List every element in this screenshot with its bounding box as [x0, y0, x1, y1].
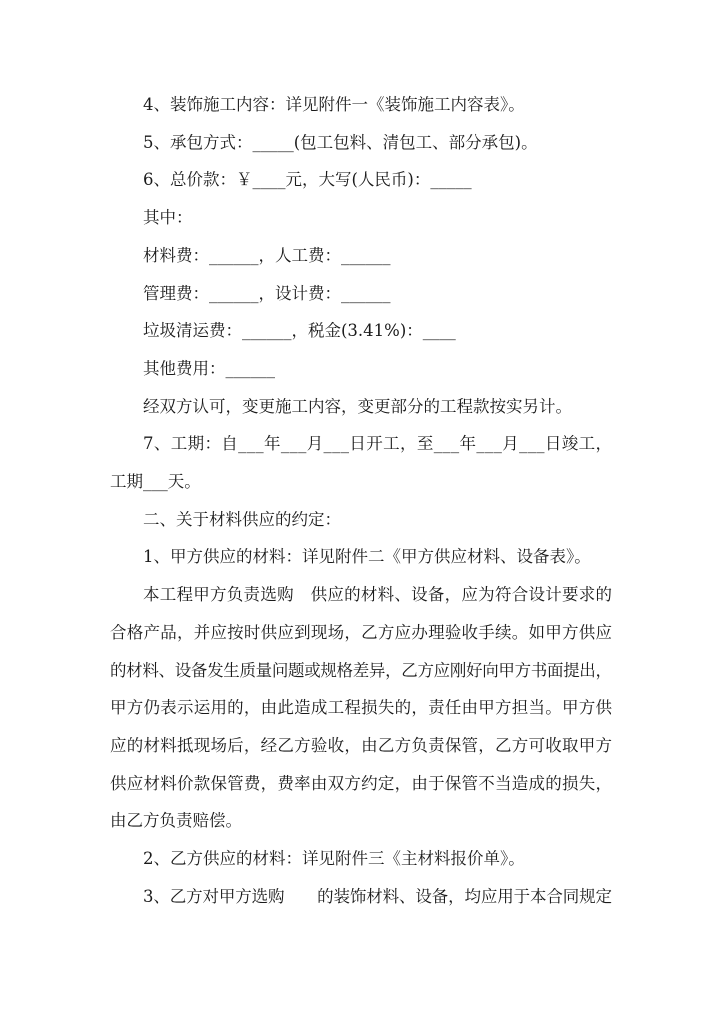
document-line [110, 463, 612, 501]
document-text-line: 材料费：______，人工费：______ [143, 245, 391, 265]
document-text-line: 3、乙方对甲方选购 的装饰材料、设备，均应用于本合同规定 [143, 886, 612, 906]
document-text-line: 工期___天。 [110, 472, 201, 492]
document-text-line: 合格产品，并应按时供应到现场，乙方应办理验收手续。如甲方供应 [110, 622, 613, 642]
document-line [110, 840, 612, 878]
document-text-line: 4、装饰施工内容：详见附件一《装饰施工内容表》。 [143, 95, 525, 114]
document-text-line: 管理费：______，设计费：______ [143, 283, 391, 303]
document-text-line: 垃圾清运费：______，税金(3.41%)：____ [143, 321, 456, 341]
document-text-line: 本工程甲方负责选购 供应的材料、设备，应为符合设计要求的 [143, 585, 613, 605]
document-line [110, 388, 612, 426]
document-line [110, 237, 612, 275]
document-line [110, 161, 612, 199]
document-text-line: 经双方认可，变更施工内容，变更部分的工程款按实另计。 [143, 396, 572, 416]
document-text-line: 7、工期：自___年___月___日开工，至___年___月___日竣工， [143, 434, 613, 454]
document-text-line: 6、总价款：￥____元，大写(人民币)：_____ [143, 170, 472, 190]
document-line [110, 86, 612, 124]
document-line [110, 614, 612, 652]
document-text-line: 1、甲方供应的材料：详见附件二《甲方供应材料、设备表》。 [143, 547, 591, 567]
document-line [110, 878, 612, 916]
document-line [110, 199, 612, 237]
document-line [110, 275, 612, 313]
document-line [110, 538, 612, 576]
document-line [110, 425, 612, 463]
document-text-line: 的材料、设备发生质量问题或规格差异，乙方应刚好向甲方书面提出， [110, 660, 612, 680]
document-text-line: 供应材料价款保管费，费率由双方约定，由于保管不当造成的损失， [110, 773, 613, 793]
document-line [110, 802, 612, 840]
document-line [110, 576, 612, 614]
document-line [110, 501, 612, 539]
document-line [110, 689, 612, 727]
document-text-line: 二、关于材料供应的约定： [143, 509, 341, 529]
document-line [110, 312, 612, 350]
contract-document-body [110, 86, 612, 915]
document-text-line: 由乙方负责赔偿。 [110, 811, 242, 831]
document-text-line: 应的材料抵现场后，经乙方验收，由乙方负责保管，乙方可收取甲方 [110, 735, 613, 755]
document-line [110, 727, 612, 765]
document-line [110, 652, 612, 690]
document-text-line: 甲方仍表示运用的，由此造成工程损失的，责任由甲方担当。甲方供 [110, 698, 613, 718]
document-line [110, 765, 612, 803]
document-line [110, 124, 612, 162]
document-text-line: 其他费用：______ [143, 358, 275, 378]
document-line [110, 350, 612, 388]
document-text-line: 2、乙方供应的材料：详见附件三《主材料报价单》。 [143, 849, 525, 869]
document-text-line: 5、承包方式：_____(包工包料、清包工、部分承包)。 [143, 132, 538, 152]
document-text-line: 其中： [143, 208, 193, 228]
